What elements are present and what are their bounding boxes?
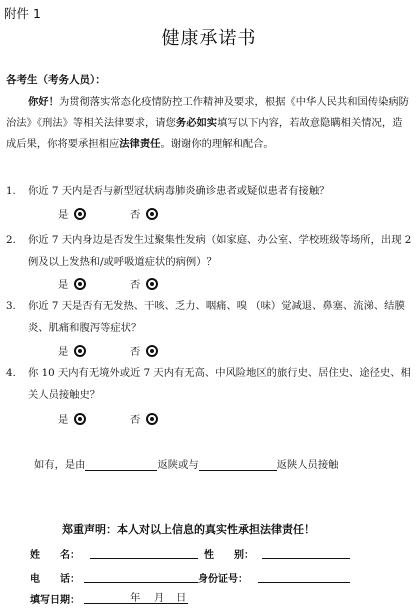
question-text: 你近 7 天内身边是否发生过聚集性发病（如家庭、办公室、学校班级等场所，出现 2 例及以上发热和/或呼吸道症状的病例）？ [28, 234, 412, 268]
question-2 [6, 229, 412, 273]
no-radio-icon[interactable] [146, 345, 158, 357]
intro-emphasis-2: 法律责任 [119, 138, 161, 150]
contact-origin-blank[interactable] [199, 458, 277, 471]
answer-yes-1[interactable] [58, 206, 86, 221]
question-4 [6, 362, 412, 406]
no-label: 否 [130, 414, 141, 426]
yes-label: 是 [58, 414, 69, 426]
no-label: 否 [130, 346, 141, 358]
page-title: 健康承诺书 [161, 28, 257, 49]
name-field[interactable] [90, 546, 198, 559]
phone-field[interactable] [84, 570, 198, 583]
yes-label: 是 [58, 346, 69, 358]
question-3 [6, 295, 412, 339]
no-radio-icon[interactable] [146, 278, 158, 290]
answer-no-4[interactable] [130, 411, 158, 426]
return-note-middle: 返陕或与 [157, 459, 199, 471]
intro-paragraph [6, 92, 412, 155]
yes-radio-icon[interactable] [74, 278, 86, 290]
answer-yes-4[interactable] [58, 411, 86, 426]
return-note [34, 456, 338, 471]
yes-radio-icon[interactable] [74, 413, 86, 425]
intro-text-1: 为贯彻落实常态化疫情防控工作精神及要求，根据《中华人民共和国传染病防治法》《刑法》等相关法律要求，请您 [6, 96, 409, 129]
name-label: 姓 名： [30, 550, 80, 561]
intro-greeting: 你好！ [28, 96, 59, 108]
question-number: 3. [6, 300, 16, 312]
yes-radio-icon[interactable] [74, 345, 86, 357]
year-label: 年 [130, 592, 141, 604]
return-note-prefix: 如有，是由 [34, 459, 86, 471]
day-label: 日 [176, 592, 187, 604]
intro-text-2: 填写以下内容，若故意隐瞒相关情况，造成后果，你将要承担相应 [6, 117, 403, 150]
answer-no-2[interactable] [130, 276, 158, 291]
return-note-suffix: 返陕人员接触 [276, 459, 339, 471]
no-label: 否 [130, 209, 141, 221]
answer-no-1[interactable] [130, 206, 158, 221]
question-1 [6, 180, 412, 202]
attachment-label: 附件 1 [4, 6, 41, 21]
intro-text-3: 。谢谢你的理解和配合。 [160, 138, 274, 150]
question-text: 你 10 天内有无境外或近 7 天内有无高、中风险地区的旅行史、居住史、途径史、相关人员接触史？ [28, 367, 411, 401]
question-text: 你近 7 天是否有无发热、干咳、乏力、咽痛、嗅 （味）觉减退、鼻塞、流涕、结膜炎、肌痛和腹泻等症状？ [28, 300, 405, 334]
date-field[interactable] [84, 589, 188, 604]
declaration: 郑重声明：本人对以上信息的真实性承担法律责任！ [62, 523, 315, 536]
answer-yes-3[interactable] [58, 343, 86, 358]
answer-yes-2[interactable] [58, 276, 86, 291]
gender-field[interactable] [262, 546, 350, 559]
month-label: 月 [154, 592, 165, 604]
yes-label: 是 [58, 209, 69, 221]
phone-label: 电 话： [30, 574, 80, 585]
id-number-field[interactable] [258, 570, 350, 583]
date-label: 填写日期： [30, 595, 80, 606]
yes-label: 是 [58, 279, 69, 291]
gender-label: 性 别： [204, 550, 254, 561]
question-number: 4. [6, 367, 16, 379]
no-label: 否 [130, 279, 141, 291]
salutation: 各考生（考务人员）： [6, 74, 106, 86]
return-origin-blank[interactable] [85, 458, 157, 471]
question-number: 2. [6, 234, 16, 246]
question-text: 你近 7 天内是否与新型冠状病毒肺炎确诊患者或疑似患者有接触？ [28, 185, 330, 197]
answer-no-3[interactable] [130, 343, 158, 358]
no-radio-icon[interactable] [146, 208, 158, 220]
no-radio-icon[interactable] [146, 413, 158, 425]
yes-radio-icon[interactable] [74, 208, 86, 220]
id-number-label: 身份证号： [198, 574, 248, 585]
intro-emphasis-1: 务必如实 [175, 117, 218, 129]
question-number: 1. [6, 185, 16, 197]
